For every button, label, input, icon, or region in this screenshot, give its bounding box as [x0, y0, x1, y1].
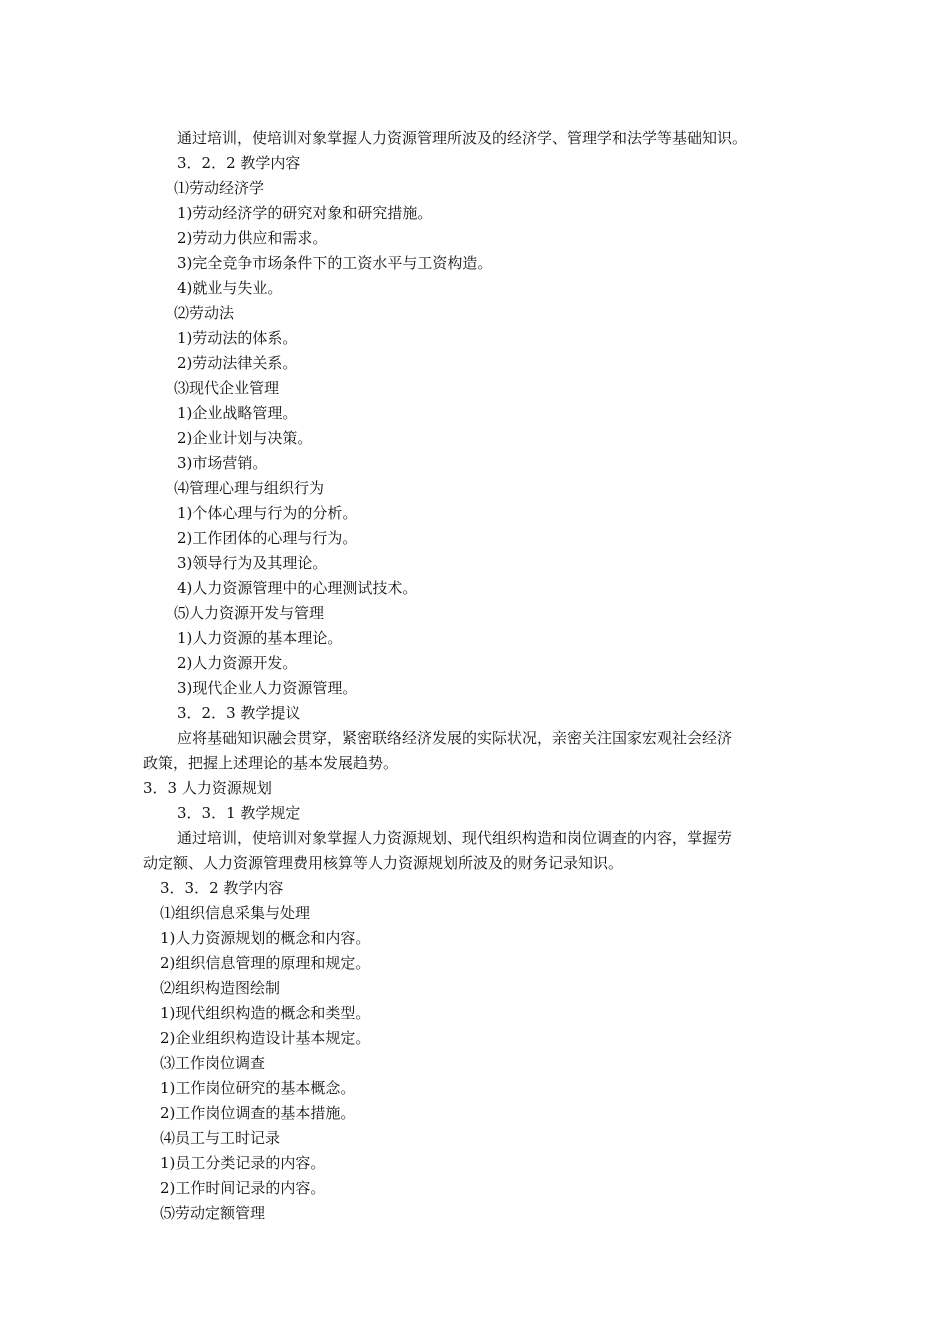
subsection-heading: ⑶工作岗位调查 — [160, 1054, 266, 1072]
list-item: 1)人力资源规划的概念和内容。 — [160, 929, 371, 947]
subsection-heading: ⑶现代企业管理 — [174, 379, 280, 397]
list-item: 3)完全竞争市场条件下的工资水平与工资构造。 — [177, 254, 493, 272]
list-item: 3)现代企业人力资源管理。 — [177, 679, 358, 697]
subsection-heading: ⑸劳动定额管理 — [160, 1204, 266, 1222]
list-item: 1)企业战略管理。 — [177, 404, 298, 422]
list-item: 1)工作岗位研究的基本概念。 — [160, 1079, 356, 1097]
list-item: 4)就业与失业。 — [177, 279, 283, 297]
list-item: 2)工作岗位调查的基本措施。 — [160, 1104, 356, 1122]
list-item: 1)劳动法的体系。 — [177, 329, 298, 347]
list-item: 2)企业组织构造设计基本规定。 — [160, 1029, 371, 1047]
section-heading: 3．3．2 教学内容 — [160, 879, 284, 897]
subsection-heading: ⑵组织构造图绘制 — [160, 979, 281, 997]
list-item: 2)工作团体的心理与行为。 — [177, 529, 358, 547]
list-item: 2)企业计划与决策。 — [177, 429, 313, 447]
list-item: 2)人力资源开发。 — [177, 654, 298, 672]
list-item: 1)现代组织构造的概念和类型。 — [160, 1004, 371, 1022]
subsection-heading: ⑴组织信息采集与处理 — [160, 904, 311, 922]
list-item: 2)组织信息管理的原理和规定。 — [160, 954, 371, 972]
list-item: 1)劳动经济学的研究对象和研究措施。 — [177, 204, 433, 222]
list-item: 2)劳动法律关系。 — [177, 354, 298, 372]
section-heading: 3．3．1 教学规定 — [177, 804, 301, 822]
section-heading: 3．2．2 教学内容 — [177, 154, 301, 172]
list-item: 3)市场营销。 — [177, 454, 268, 472]
paragraph-line: 动定额、人力资源管理费用核算等人力资源规划所波及的财务记录知识。 — [143, 854, 624, 872]
list-item: 4)人力资源管理中的心理测试技术。 — [177, 579, 418, 597]
subsection-heading: ⑷员工与工时记录 — [160, 1129, 281, 1147]
paragraph-line: 政策，把握上述理论的基本发展趋势。 — [143, 754, 399, 772]
list-item: 2)工作时间记录的内容。 — [160, 1179, 326, 1197]
subsection-heading: ⑷管理心理与组织行为 — [174, 479, 325, 497]
list-item: 3)领导行为及其理论。 — [177, 554, 328, 572]
subsection-heading: ⑵劳动法 — [174, 304, 235, 322]
list-item: 1)个体心理与行为的分析。 — [177, 504, 358, 522]
paragraph-line: 应将基础知识融会贯穿，紧密联络经济发展的实际状况，亲密关注国家宏观社会经济 — [177, 729, 733, 747]
list-item: 2)劳动力供应和需求。 — [177, 229, 328, 247]
subsection-heading: ⑴劳动经济学 — [174, 179, 265, 197]
list-item: 1)人力资源的基本理论。 — [177, 629, 343, 647]
paragraph-line: 通过培训，使培训对象掌握人力资源管理所波及的经济学、管理学和法学等基础知识。 — [177, 129, 748, 147]
chapter-heading: 3．3 人力资源规划 — [143, 779, 272, 797]
subsection-heading: ⑸人力资源开发与管理 — [174, 604, 325, 622]
list-item: 1)员工分类记录的内容。 — [160, 1154, 326, 1172]
paragraph-line: 通过培训，使培训对象掌握人力资源规划、现代组织构造和岗位调查的内容，掌握劳 — [177, 829, 733, 847]
section-heading: 3．2．3 教学提议 — [177, 704, 301, 722]
